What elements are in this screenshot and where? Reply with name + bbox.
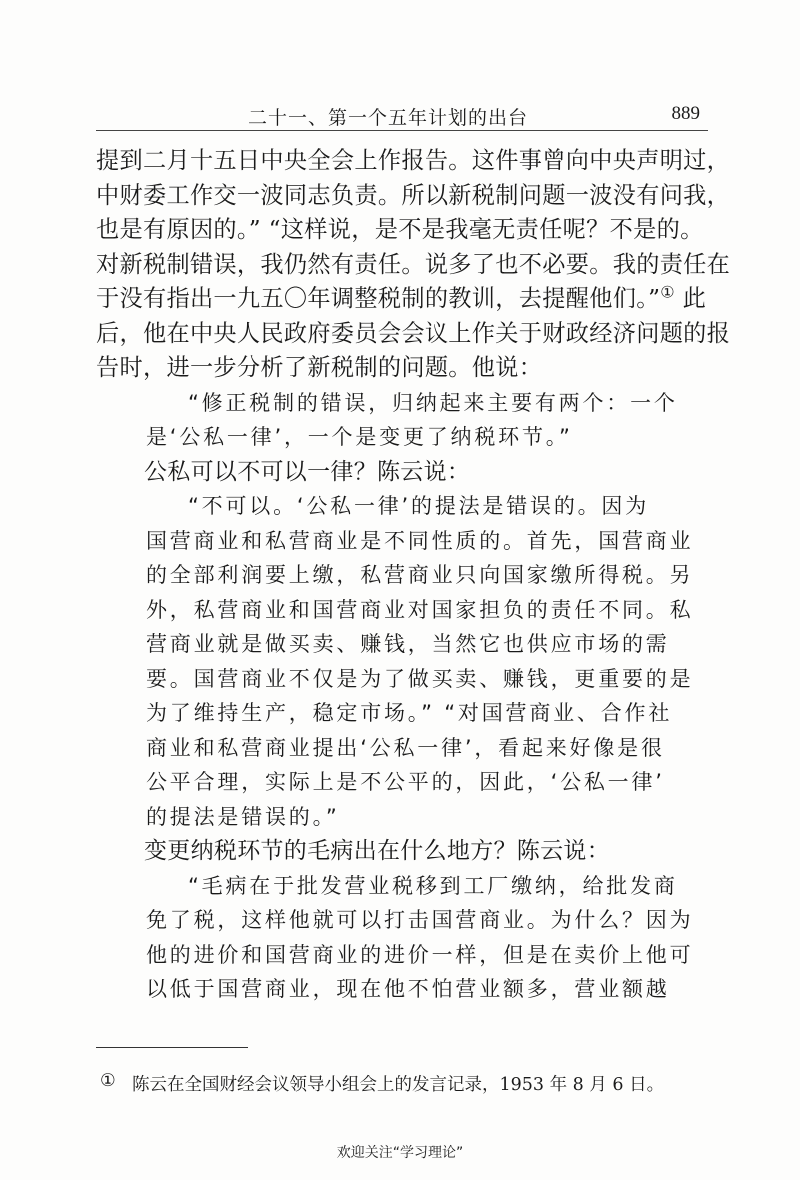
text-line: 提到二月十五日中央全会上作报告。这件事曾向中央声明过， [96, 147, 731, 174]
text-line: 也是有原因的。” “这样说，是不是我毫无责任呢？不是的。 [96, 216, 704, 243]
text-line-content: 于没有指出一九五〇年调整税制的教训，去提醒他们。” [96, 285, 661, 312]
quote-line: 他的进价和国营商业的进价一样，但是在卖价上他可 [146, 942, 694, 967]
quote-line: 外，私营商业和国营商业对国家担负的责任不同。私 [146, 597, 694, 622]
text-line: 对新税制错误，我仍然有责任。说多了也不必要。我的责任在 [96, 250, 731, 278]
quote-line: 免了税，这样他就可以打击国营商业。为什么？因为 [146, 908, 694, 932]
quote-block-2 [96, 489, 716, 834]
text-line-tail: 此 [682, 285, 707, 312]
text-line: 中财委工作交一波同志负责。所以新税制问题一波没有问我， [96, 181, 731, 209]
footnote-text: 陈云在全国财经会议领导小组会上的发言记录，1953 年 8 月 6 日。 [132, 1075, 665, 1095]
lead-in-line-1: 公私可以不可以一律？陈云说： [144, 458, 471, 485]
quote-block-1 [96, 386, 716, 455]
chapter-title: 二十一、第一个五年计划的出台 [248, 107, 529, 129]
running-header [96, 100, 708, 131]
quote-block-3 [96, 869, 716, 1007]
quote-line: 国营商业和私营商业是不同性质的。首先，国营商业 [146, 528, 694, 553]
quote-line: 的提法是错误的。” [146, 804, 340, 829]
quote-line: “不可以。‘公私一律’的提法是错误的。因为 [188, 494, 650, 518]
quote-line: 公平合理，实际上是不公平的，因此，‘公私一律’ [146, 770, 665, 794]
text-line [96, 282, 716, 317]
quote-line: 是‘公私一律’，一个是变更了纳税环节。” [146, 425, 573, 449]
footnote-divider [96, 1047, 248, 1048]
quote-line: 商业和私营商业提出‘公私一律’，看起来好像是很 [146, 735, 665, 760]
quote-line: 营商业就是做买卖、赚钱，当然它也供应市场的需 [146, 632, 670, 656]
text-line: 后，他在中央人民政府委员会会议上作关于财政经济问题的报 [96, 319, 731, 347]
quote-line: 为了维持生产，稳定市场。” “对国营商业、合作社 [146, 701, 673, 725]
footnote [100, 1071, 665, 1096]
watermark-caption: 欢迎关注“学习理论” [336, 1145, 464, 1161]
text-line: 告时，进一步分析了新税制的问题。他说： [96, 354, 543, 381]
paragraph-1 [96, 144, 731, 386]
quote-line: 的全部利润要上缴，私营商业只向国家缴所得税。另 [146, 563, 694, 587]
page-number: 889 [671, 103, 700, 124]
quote-line: “修正税制的错误，归纳起来主要有两个：一个 [188, 390, 678, 415]
footnote-marker: ① [100, 1071, 116, 1091]
quote-line: “毛病在于批发营业税移到工厂缴纳，给批发商 [188, 873, 678, 898]
footnote-reference: ① [660, 282, 675, 302]
lead-in-line-2: 变更纳税环节的毛病出在什么地方？陈云说： [144, 838, 610, 864]
quote-line: 以低于国营商业，现在他不怕营业额多，营业额越 [146, 977, 670, 1001]
quote-line: 要。国营商业不仅是为了做买卖、赚钱，更重要的是 [146, 666, 694, 691]
main-text [96, 144, 731, 1007]
